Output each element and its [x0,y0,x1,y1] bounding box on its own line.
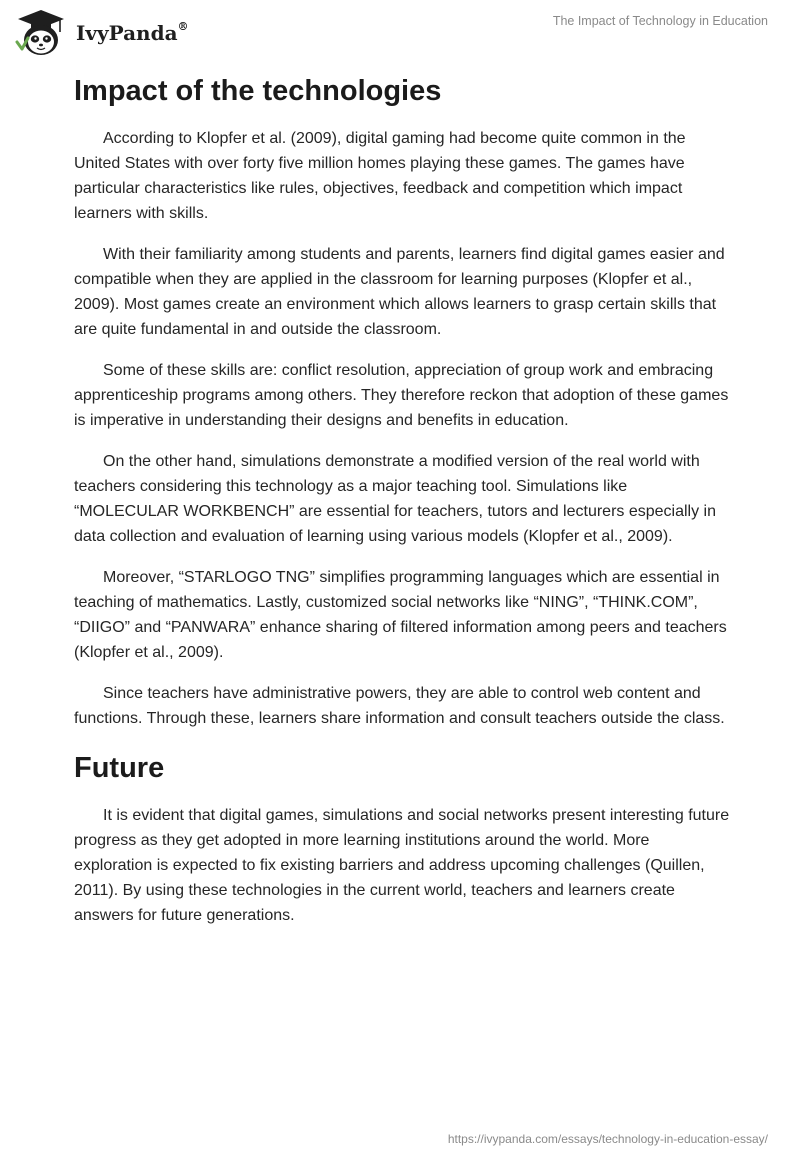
paragraph: With their familiarity among students and parents, learners find digital games easier and compatible when they are applied in the classroom for learning purposes (Klopfer et al., 2009). Most games create an environment which allows learners to grasp certain skills that are quite fundamental in and outside the classroom. [74,246,725,338]
paragraph: Since teachers have administrative powers, they are able to control web content and functions. Through these, learners share information and consult teachers outside the class. [74,685,725,727]
running-title: The Impact of Technology in Education [552,14,768,28]
source-url-link[interactable]: https://ivypanda.com/essays/technology-in-education-essay/ [447,1132,768,1146]
brand-name: IvyPanda® [76,20,189,45]
paragraph: Some of these skills are: conflict resolution, appreciation of group work and embracing apprenticeship programs among others. They therefore reckon that adoption of these games is imperative in understanding their designs and benefits in education. [74,362,729,429]
brand-logo[interactable] [14,8,189,58]
panda-graduate-icon [14,8,68,58]
paragraph: According to Klopfer et al. (2009), digital gaming had become quite common in the United States with over forty five million homes playing these games. The games have particular characteristics like rules, objectives, feedback and competition which impact learners with skills. [74,130,686,222]
section-heading-impact: Impact of the technologies [74,75,442,107]
paragraph: Moreover, “STARLOGO TNG” simplifies programming languages which are essential in teaching of mathematics. Lastly, customized social networks like “NING”, “THINK.COM”, “DIIGO” and “PANWARA” enhance sharing of filtered information among peers and teachers (Klopfer et al., 2009). [74,569,727,661]
paragraph: On the other hand, simulations demonstrate a modified version of the real world with teachers considering this technology as a major teaching tool. Simulations like “MOLECULAR WORKBENCH” are essential for teachers, tutors and lecturers especially in data collection and evaluation of learning using various models (Klopfer et al., 2009). [74,453,716,545]
essay-content [74,70,730,944]
page-header [0,0,800,64]
section-heading-future: Future [74,752,165,784]
paragraph: It is evident that digital games, simulations and social networks present interesting future progress as they get adopted in more learning institutions around the world. More exploration is expected to fix existing barriers and address upcoming challenges (Quillen, 2011). By using these technologies in the current world, teachers and learners create answers for future generations. [74,807,730,924]
